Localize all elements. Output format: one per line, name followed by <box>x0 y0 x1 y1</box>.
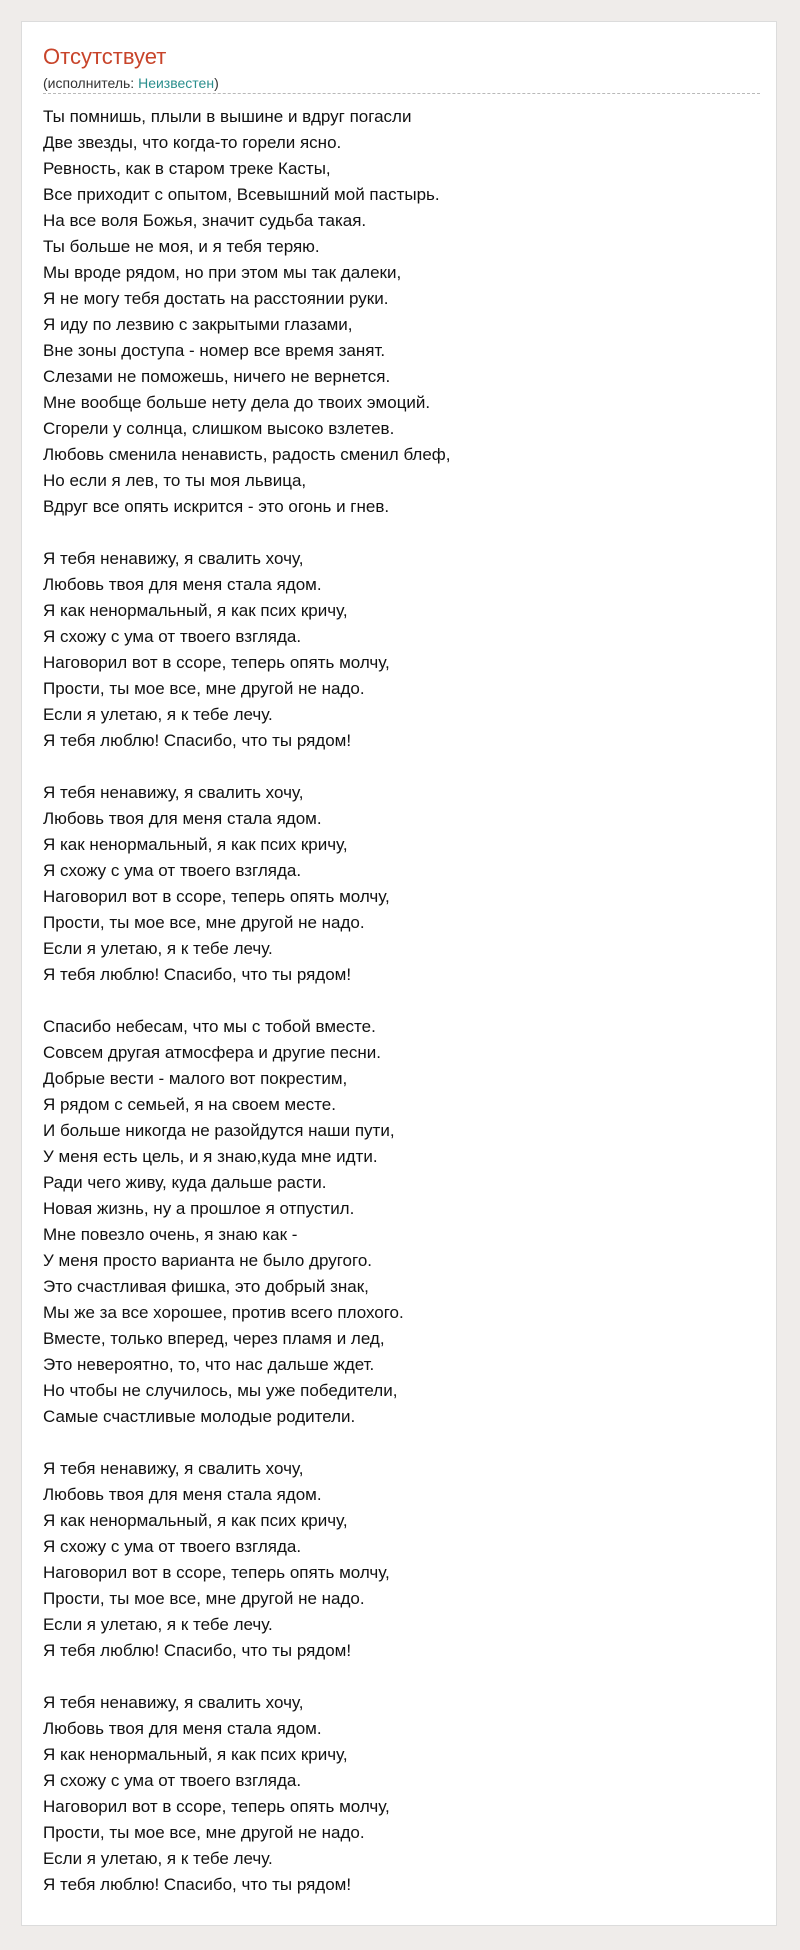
lyric-line: Я схожу с ума от твоего взгляда. <box>43 1771 302 1790</box>
lyric-line: Наговорил вот в ссоре, теперь опять молчу, <box>43 1563 390 1582</box>
lyric-line: Ты помнишь, плыли в вышине и вдруг погасли <box>43 107 412 126</box>
lyrics-stanza <box>43 1456 763 1664</box>
lyric-line: Я тебя ненавижу, я свалить хочу, <box>43 549 304 568</box>
lyric-line: Я тебя люблю! Спасибо, что ты рядом! <box>43 965 352 984</box>
header-divider <box>43 93 760 94</box>
lyric-line: Все приходит с опытом, Всевышний мой пастырь. <box>43 185 440 204</box>
lyrics-stanza <box>43 1690 763 1898</box>
lyrics-card <box>21 21 777 1926</box>
lyric-line: Наговорил вот в ссоре, теперь опять молчу, <box>43 653 390 672</box>
lyric-line: Любовь твоя для меня стала ядом. <box>43 575 322 594</box>
lyric-line: На все воля Божья, значит судьба такая. <box>43 211 367 230</box>
lyric-line: Прости, ты мое все, мне другой не надо. <box>43 1823 365 1842</box>
lyric-line: У меня есть цель, и я знаю,куда мне идти. <box>43 1147 378 1166</box>
lyric-line: Спасибо небесам, что мы с тобой вместе. <box>43 1017 376 1036</box>
lyric-line: Прости, ты мое все, мне другой не надо. <box>43 1589 365 1608</box>
lyric-line: Любовь твоя для меня стала ядом. <box>43 809 322 828</box>
lyric-line: Добрые вести - малого вот покрестим, <box>43 1069 348 1088</box>
lyrics-stanza <box>43 104 763 520</box>
artist-suffix: ) <box>214 75 219 91</box>
lyric-line: Мы же за все хорошее, против всего плохого. <box>43 1303 404 1322</box>
lyric-line: Любовь твоя для меня стала ядом. <box>43 1719 322 1738</box>
lyric-line: Я тебя ненавижу, я свалить хочу, <box>43 783 304 802</box>
lyric-line: Я схожу с ума от твоего взгляда. <box>43 627 302 646</box>
lyric-line: Я рядом с семьей, я на своем месте. <box>43 1095 336 1114</box>
lyric-line: Сгорели у солнца, слишком высоко взлетев. <box>43 419 395 438</box>
lyric-line: Прости, ты мое все, мне другой не надо. <box>43 679 365 698</box>
song-title: Отсутствует <box>43 44 167 69</box>
lyric-line: Вместе, только вперед, через пламя и лед, <box>43 1329 385 1348</box>
lyric-line: Вдруг все опять искрится - это огонь и гнев. <box>43 497 390 516</box>
lyric-line: Ревность, как в старом треке Касты, <box>43 159 331 178</box>
lyric-line: Если я улетаю, я к тебе лечу. <box>43 705 273 724</box>
lyric-line: Любовь твоя для меня стала ядом. <box>43 1485 322 1504</box>
lyric-line: Я тебя люблю! Спасибо, что ты рядом! <box>43 1641 352 1660</box>
lyric-line: Если я улетаю, я к тебе лечу. <box>43 939 273 958</box>
lyric-line: Но чтобы не случилось, мы уже победители, <box>43 1381 398 1400</box>
lyric-line: Я тебя ненавижу, я свалить хочу, <box>43 1693 304 1712</box>
lyric-line: Я тебя ненавижу, я свалить хочу, <box>43 1459 304 1478</box>
lyric-line: И больше никогда не разойдутся наши пути, <box>43 1121 395 1140</box>
lyric-line: Я тебя люблю! Спасибо, что ты рядом! <box>43 1875 352 1894</box>
lyrics-stanza <box>43 780 763 988</box>
lyric-line: Если я улетаю, я к тебе лечу. <box>43 1849 273 1868</box>
lyric-line: Я схожу с ума от твоего взгляда. <box>43 861 302 880</box>
lyric-line: Но если я лев, то ты моя львица, <box>43 471 307 490</box>
lyric-line: Самые счастливые молодые родители. <box>43 1407 356 1426</box>
lyric-line: Мне вообще больше нету дела до твоих эмоций. <box>43 393 431 412</box>
lyrics-body <box>43 104 763 1924</box>
lyric-line: Я иду по лезвию с закрытыми глазами, <box>43 315 353 334</box>
lyric-line: Слезами не поможешь, ничего не вернется. <box>43 367 391 386</box>
lyric-line: Я как ненормальный, я как псих кричу, <box>43 1745 348 1764</box>
artist-link[interactable]: Неизвестен <box>138 75 215 91</box>
lyric-line: Наговорил вот в ссоре, теперь опять молчу, <box>43 1797 390 1816</box>
lyrics-stanza <box>43 546 763 754</box>
lyric-line: Новая жизнь, ну а прошлое я отпустил. <box>43 1199 355 1218</box>
lyric-line: Это счастливая фишка, это добрый знак, <box>43 1277 369 1296</box>
lyric-line: Я как ненормальный, я как псих кричу, <box>43 601 348 620</box>
lyric-line: Ты больше не моя, и я тебя теряю. <box>43 237 320 256</box>
lyric-line: Если я улетаю, я к тебе лечу. <box>43 1615 273 1634</box>
artist-prefix: (исполнитель: <box>43 75 139 91</box>
lyric-line: Любовь сменила ненависть, радость сменил блеф, <box>43 445 451 464</box>
lyric-line: Две звезды, что когда-то горели ясно. <box>43 133 342 152</box>
lyric-line: Я схожу с ума от твоего взгляда. <box>43 1537 302 1556</box>
lyric-line: Мы вроде рядом, но при этом мы так далеки, <box>43 263 402 282</box>
artist-line <box>43 75 763 91</box>
lyric-line: Я не могу тебя достать на расстоянии руки. <box>43 289 389 308</box>
song-header <box>43 44 763 91</box>
lyric-line: У меня просто варианта не было другого. <box>43 1251 373 1270</box>
lyric-line: Ради чего живу, куда дальше расти. <box>43 1173 327 1192</box>
lyric-line: Вне зоны доступа - номер все время занят. <box>43 341 386 360</box>
lyric-line: Прости, ты мое все, мне другой не надо. <box>43 913 365 932</box>
lyric-line: Это невероятно, то, что нас дальше ждет. <box>43 1355 375 1374</box>
lyric-line: Я как ненормальный, я как псих кричу, <box>43 835 348 854</box>
lyric-line: Совсем другая атмосфера и другие песни. <box>43 1043 381 1062</box>
lyric-line: Наговорил вот в ссоре, теперь опять молчу, <box>43 887 390 906</box>
lyric-line: Мне повезло очень, я знаю как - <box>43 1225 298 1244</box>
lyric-line: Я как ненормальный, я как псих кричу, <box>43 1511 348 1530</box>
lyric-line: Я тебя люблю! Спасибо, что ты рядом! <box>43 731 352 750</box>
lyrics-stanza <box>43 1014 763 1430</box>
